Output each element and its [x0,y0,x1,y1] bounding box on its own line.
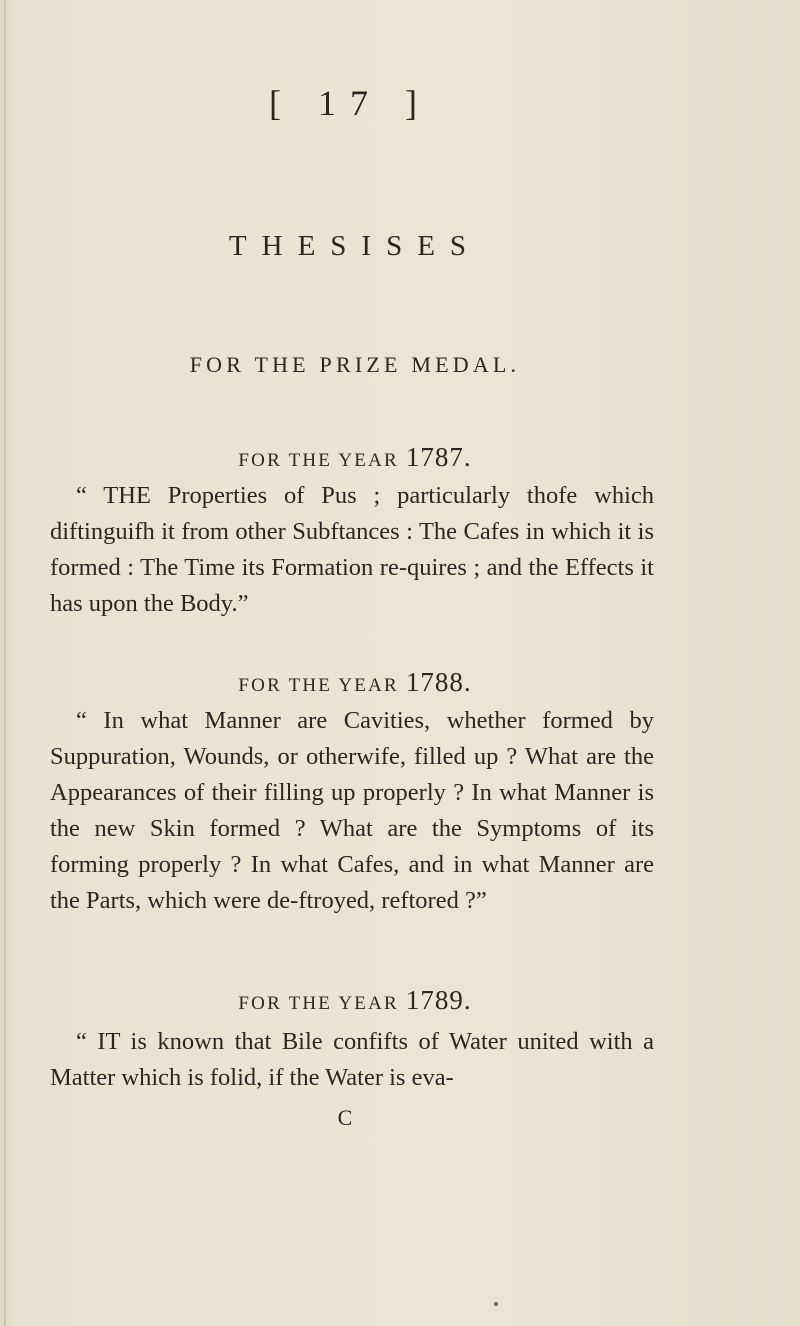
thesis-1789 [50,1024,654,1096]
year-heading-label: FOR THE YEAR [238,450,399,471]
year-heading-year: 1789. [405,985,472,1015]
thesis-1788 [50,703,654,919]
page-title: THESISES [228,230,482,262]
thesis-text: “ THE Properties of Pus ; particularly thofe which diftinguifh it from other Subftances : The Cafes in which it is formed : The Time its Formation re-quires ; and the Effects it has upon the Body.” [50,482,654,617]
year-heading-label: FOR THE YEAR [238,675,399,696]
thesis-1787 [50,478,654,622]
subtitle: FOR THE PRIZE MEDAL. [189,352,521,377]
year-heading-1787 [0,442,710,473]
year-heading-1789 [0,985,710,1016]
year-heading-label: FOR THE YEAR [238,993,399,1014]
year-heading-1788 [0,667,710,698]
page-number: [ 17 ] [269,83,431,123]
thesis-text: “ In what Manner are Cavities, whether formed by Suppuration, Wounds, or otherwife, filled up ? What are the Appearances of their filling up properly ? In what Manner is the new Skin formed ? What are the Symptoms of its forming properly ? In what Cafes, and in what Manner are the Parts, which were de-ftroyed, reftored ?” [50,707,654,914]
year-heading-year: 1787. [405,442,472,472]
year-heading-year: 1788. [405,667,472,697]
thesis-text: “ IT is known that Bile confifts of Water united with a Matter which is folid, if the Water is eva- [50,1028,654,1091]
ink-speck [494,1302,498,1306]
signature-mark: C [337,1105,353,1130]
